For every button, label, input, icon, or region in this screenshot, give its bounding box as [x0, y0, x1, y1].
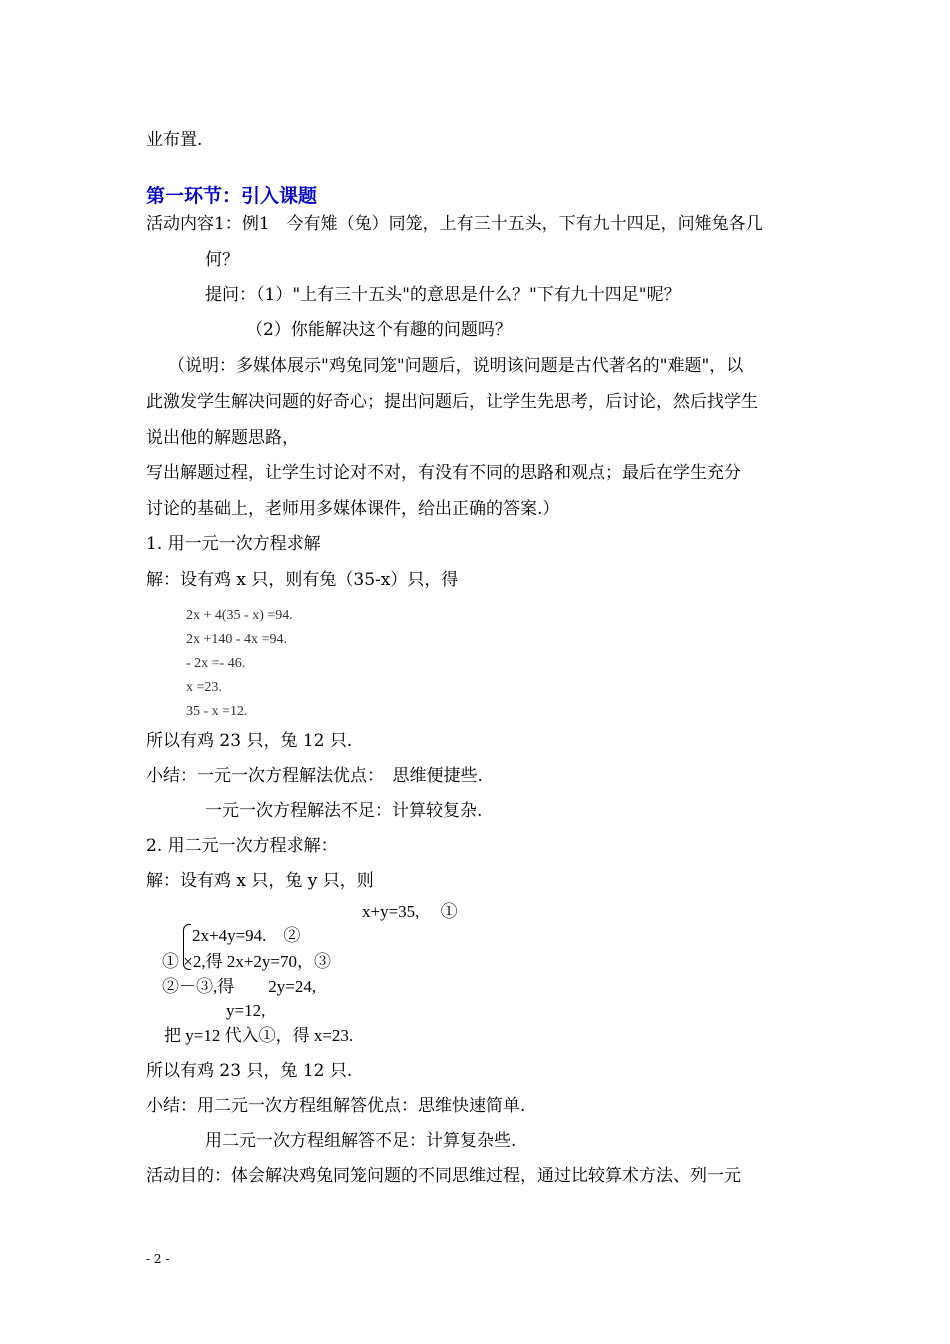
- system-step: ① ×2,得 2x+2y=70，③: [162, 952, 332, 971]
- text-line: 用二元一次方程组解答不足：计算复杂些.: [205, 1131, 517, 1151]
- text-line: 2. 用二元一次方程求解：: [146, 836, 338, 856]
- system-step: y=12,: [226, 1001, 266, 1020]
- page-number: - 2 -: [146, 1252, 170, 1266]
- text-line: 提问：（1）"上有三十五头"的意思是什么？"下有九十四足"呢？: [205, 285, 681, 305]
- text-line: 说出他的解题思路，: [146, 428, 299, 448]
- text-line: 何？: [205, 250, 239, 270]
- text-line: 活动目的：体会解决鸡兔同笼问题的不同思维过程，通过比较算术方法、列一元: [146, 1166, 741, 1186]
- text-line: （说明：多媒体展示"鸡兔同笼"问题后，说明该问题是古代著名的"难题"，以: [168, 356, 744, 376]
- text-line: 讨论的基础上，老师用多媒体课件，给出正确的答案.）: [146, 499, 560, 519]
- text-line: 所以有鸡 23 只，兔 12 只.: [146, 1061, 353, 1081]
- text-line: 解：设有鸡 x 只，兔 y 只，则: [146, 871, 374, 891]
- text-line: 业布置.: [146, 130, 203, 150]
- system-step: 把 y=12 代入①，得 x=23.: [164, 1026, 354, 1045]
- text-line: 解：设有鸡 x 只，则有兔（35-x）只，得: [146, 570, 459, 590]
- text-line: 此激发学生解决问题的好奇心；提出问题后，让学生先思考，后讨论，然后找学生: [146, 392, 758, 412]
- section-heading: 第一环节：引入课题: [146, 185, 318, 207]
- text-line: （2）你能解决这个有趣的问题吗？: [246, 320, 512, 340]
- text-line: 所以有鸡 23 只，兔 12 只.: [146, 731, 353, 751]
- equation-line: - 2x =- 46.: [186, 656, 246, 671]
- text-line: 1. 用一元一次方程求解: [146, 534, 321, 554]
- equation-line: x =23.: [186, 680, 222, 695]
- system-step: ②－③,得 2y=24,: [162, 977, 317, 996]
- text-line: 写出解题过程，让学生讨论对不对，有没有不同的思路和观点；最后在学生充分: [146, 463, 741, 483]
- text-line: 小结：一元一次方程解法优点： 思维便捷些.: [146, 766, 483, 786]
- text-line: 小结：用二元一次方程组解答优点：思维快速简单.: [146, 1096, 526, 1116]
- text-line: 活动内容1：例1 今有雉（兔）同笼，上有三十五头，下有九十四足，问雉兔各几: [146, 214, 763, 234]
- system-equation: 2x+4y=94. ②: [192, 926, 301, 945]
- equation-line: 2x +140 - 4x =94.: [186, 632, 287, 647]
- system-equation: x+y=35, ①: [362, 902, 458, 921]
- equation-line: 2x + 4(35 - x) =94.: [186, 608, 293, 623]
- text-line: 一元一次方程解法不足：计算较复杂.: [205, 801, 483, 821]
- equation-line: 35 - x =12.: [186, 704, 248, 719]
